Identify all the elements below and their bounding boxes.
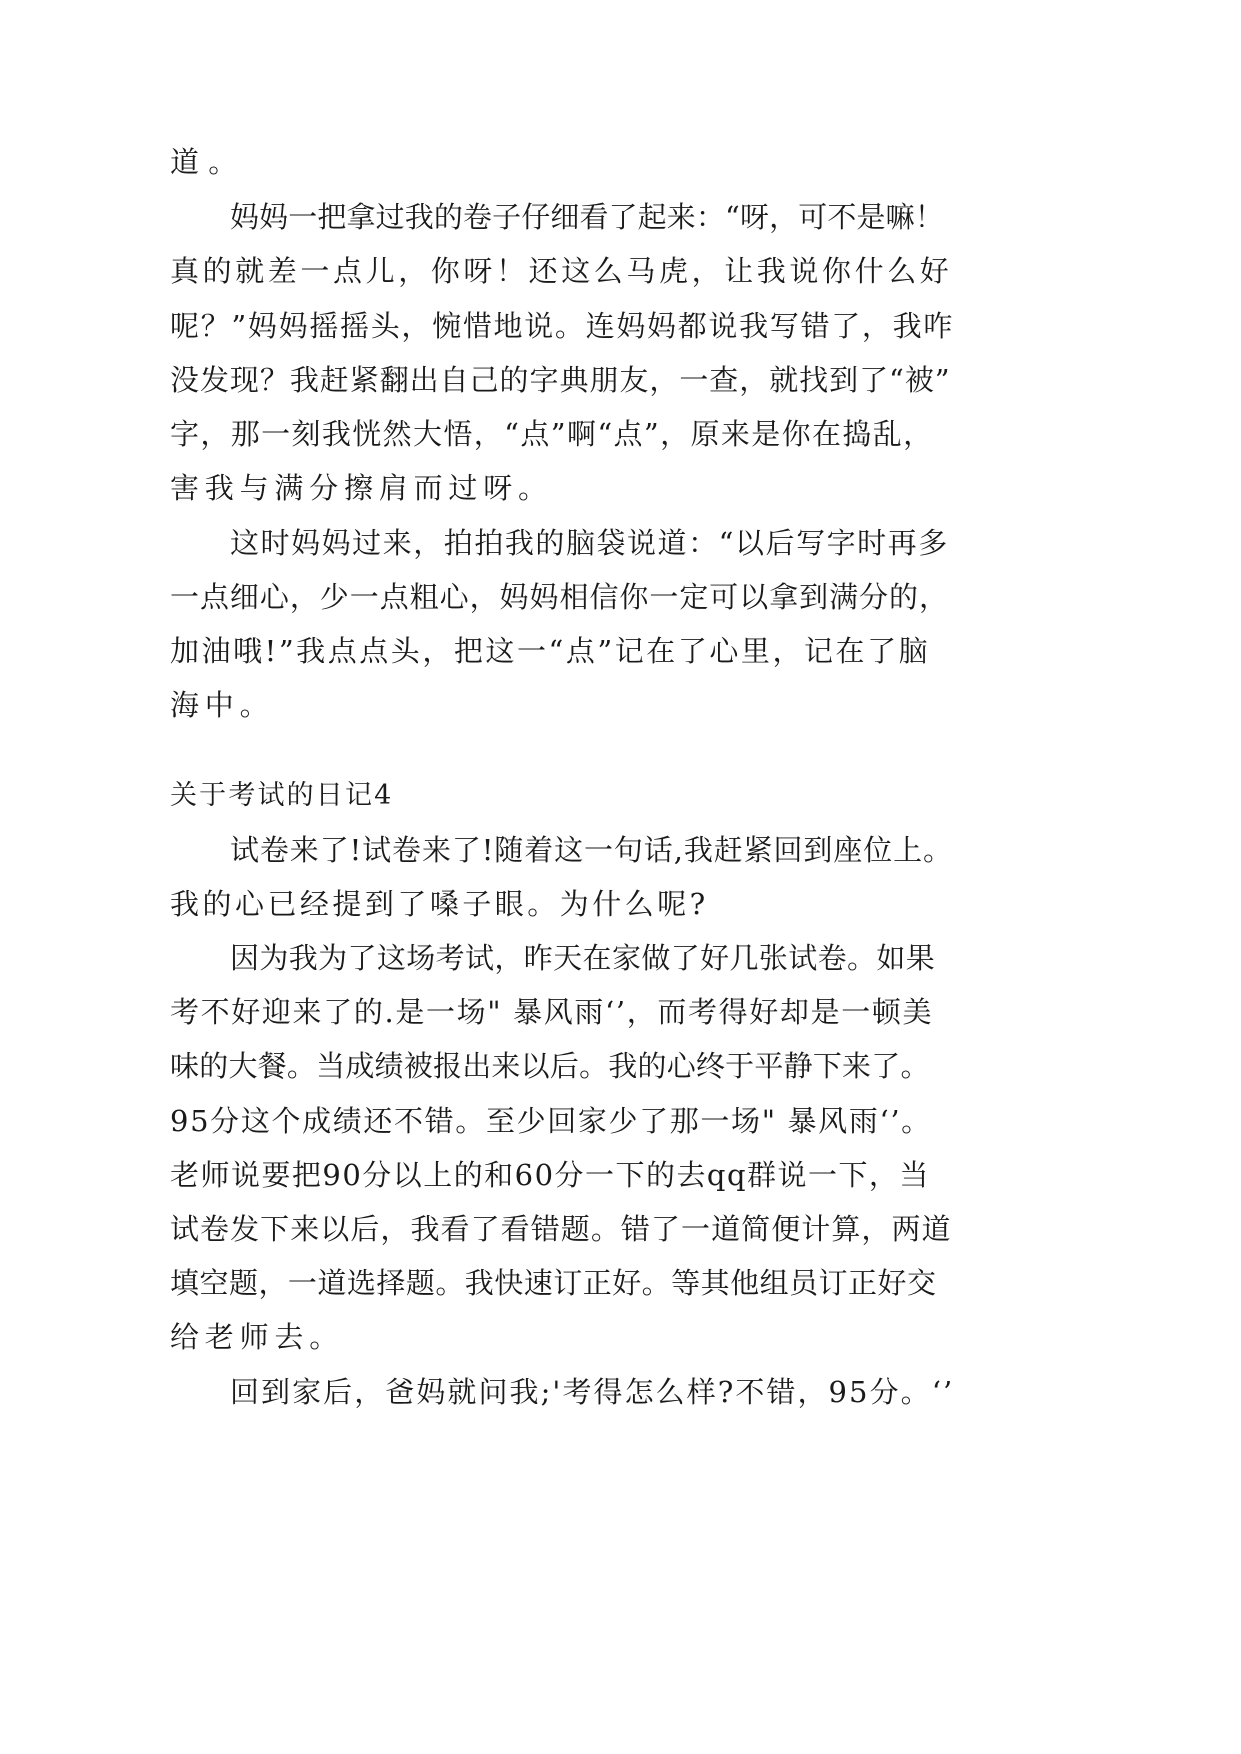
paragraph-line: 试卷发下来以后，我看了看错题。错了一道简便计算，两道 [170,1212,952,1246]
paragraph-line: 试卷来了!试卷来了!随着这一句话,我赶紧回到座位上。 [230,833,953,867]
paragraph-line: 真的就差一点儿，你呀！还这么马虎，让我说你什么好 [170,254,953,288]
paragraph-line: 老师说要把90分以上的和60分一下的去qq群说一下，当 [170,1158,930,1192]
paragraph-line: 因为我为了这场考试，昨天在家做了好几张试卷。如果 [230,941,936,975]
paragraph-line: 呢？”妈妈摇摇头，惋惜地说。连妈妈都说我写错了，我咋 [170,309,955,343]
paragraph-line: 害我与满分擦肩而过呀。 [170,471,553,505]
paragraph-line: 海中。 [170,688,275,722]
paragraph-line: 给老师去。 [170,1320,345,1354]
paragraph-line: 没发现？我赶紧翻出自己的字典朋友，一查，就找到了“被” [170,363,951,397]
paragraph-line: 我的心已经提到了嗓子眼。为什么呢? [170,887,709,921]
paragraph-line: 妈妈一把拿过我的卷子仔细看了起来：“呀，可不是嘛！ [230,200,944,234]
paragraph-line: 这时妈妈过来，拍拍我的脑袋说道：“以后写字时再多 [230,526,949,560]
paragraph-line: 字，那一刻我恍然大悟，“点”啊“点”，原来是你在捣乱， [170,417,934,451]
paragraph-line: 回到家后，爸妈就问我;'考得怎么样?不错，95分。‘’ [230,1375,955,1409]
paragraph-line: 道。 [170,145,247,179]
paragraph-line: 考不好迎来了的.是一场" 暴风雨‘’，而考得好却是一顿美 [170,995,934,1029]
paragraph-line: 95分这个成绩还不错。至少回家少了那一场" 暴风雨‘’。 [170,1104,932,1138]
paragraph-line: 一点细心，少一点粗心，妈妈相信你一定可以拿到满分的， [170,580,949,614]
paragraph-line: 加油哦!”我点点头，把这一“点”记在了心里，记在了脑 [170,634,931,668]
section-title: 关于考试的日记4 [170,780,394,811]
paragraph-line: 味的大餐。当成绩被报出来以后。我的心终于平静下来了。 [170,1049,930,1083]
paragraph-line: 填空题，一道选择题。我快速订正好。等其他组员订正好交 [170,1266,937,1300]
